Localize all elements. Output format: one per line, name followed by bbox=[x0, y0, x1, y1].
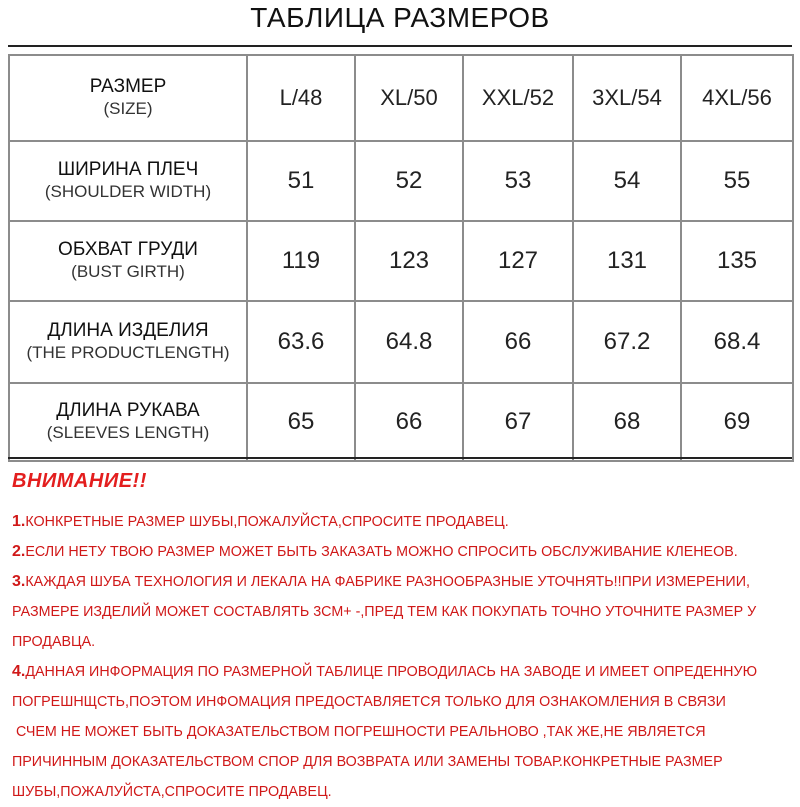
row-label-en: (SLEEVES LENGTH) bbox=[46, 423, 210, 442]
table-row bbox=[9, 301, 793, 383]
value-cell: 52 bbox=[355, 141, 463, 221]
value-cell: 135 bbox=[681, 221, 793, 301]
row-label-cell bbox=[9, 221, 247, 301]
top-divider bbox=[8, 45, 792, 47]
value-cell: 53 bbox=[463, 141, 573, 221]
value-cell: 63.6 bbox=[247, 301, 355, 383]
note-item bbox=[12, 567, 792, 597]
page-title: ТАБЛИЦА РАЗМЕРОВ bbox=[250, 2, 550, 33]
note-number: 4. bbox=[12, 663, 26, 680]
note-item bbox=[12, 657, 792, 687]
table-row bbox=[9, 383, 793, 461]
value-cell: 66 bbox=[463, 301, 573, 383]
value-cell: 127 bbox=[463, 221, 573, 301]
value-cell: 65 bbox=[247, 383, 355, 461]
note-line: РАЗМЕРЕ ИЗДЕЛИЙ МОЖЕТ СОСТАВЛЯТЬ 3СМ+ -,ПРЕД ТЕМ КАК ПОКУПАТЬ ТОЧНО УТОЧНИТЕ РАЗМЕР У bbox=[12, 604, 757, 620]
note-item bbox=[12, 507, 792, 537]
row-label-en: (BUST GIRTH) bbox=[71, 262, 185, 281]
row-label-en: (THE PRODUCTLENGTH) bbox=[26, 343, 230, 362]
value-cell: 66 bbox=[355, 383, 463, 461]
row-label-cell bbox=[9, 383, 247, 461]
note-item bbox=[12, 537, 792, 567]
bottom-divider bbox=[8, 457, 792, 459]
table-row bbox=[9, 141, 793, 221]
note-line: КОНКРЕТНЫЕ РАЗМЕР ШУБЫ,ПОЖАЛУЙСТА,СПРОСИТЕ ПРОДАВЕЦ. bbox=[25, 514, 509, 530]
value-cell: 55 bbox=[681, 141, 793, 221]
value-cell: 51 bbox=[247, 141, 355, 221]
note-line: ЕСЛИ НЕТУ ТВОЮ РАЗМЕР МОЖЕТ БЫТЬ ЗАКАЗАТЬ МОЖНО СПРОСИТЬ ОБСЛУЖИВАНИЕ КЛЕНЕОВ. bbox=[25, 544, 738, 560]
note-line: СЧЕМ НЕ МОЖЕТ БЫТЬ ДОКАЗАТЕЛЬСТВОМ ПОГРЕШНОСТИ РЕАЛЬНОВО ,ТАК ЖЕ,НЕ ЯВЛЯЕТСЯ bbox=[12, 724, 706, 740]
table-row bbox=[9, 221, 793, 301]
note-number: 3. bbox=[12, 573, 26, 590]
table-header-row bbox=[9, 55, 793, 141]
note-line: КАЖДАЯ ШУБА ТЕХНОЛОГИЯ И ЛЕКАЛА НА ФАБРИКЕ РАЗНООБРАЗНЫЕ УТОЧНЯТЬ!!ПРИ ИЗМЕРЕНИИ, bbox=[25, 574, 750, 590]
row-label-ru: ДЛИНА ИЗДЕЛИЯ bbox=[47, 320, 209, 341]
note-line: ПОГРЕШНЩСТЬ,ПОЭТОМ ИНФОМАЦИЯ ПРЕДОСТАВЛЯЕТСЯ ТОЛЬКО ДЛЯ ОЗНАКОМЛЕНИЯ В СВЯЗИ bbox=[12, 694, 726, 710]
note-line: ПРОДАВЦА. bbox=[12, 634, 96, 650]
attention-heading: ВНИМАНИЕ!! bbox=[12, 470, 147, 492]
value-cell: 64.8 bbox=[355, 301, 463, 383]
size-table bbox=[8, 54, 794, 462]
row-label-ru: ШИРИНА ПЛЕЧ bbox=[57, 159, 199, 180]
value-cell: 69 bbox=[681, 383, 793, 461]
size-header: L/48 bbox=[247, 55, 355, 141]
size-header: 3XL/54 bbox=[573, 55, 681, 141]
notes-section bbox=[12, 470, 792, 807]
value-cell: 67.2 bbox=[573, 301, 681, 383]
row-label-ru: ДЛИНА РУКАВА bbox=[56, 400, 200, 421]
row-label-ru: ОБХВАТ ГРУДИ bbox=[58, 239, 198, 260]
note-line: ШУБЫ,ПОЖАЛУЙСТА,СПРОСИТЕ ПРОДАВЕЦ. bbox=[12, 784, 332, 800]
value-cell: 123 bbox=[355, 221, 463, 301]
row-label-cell bbox=[9, 141, 247, 221]
value-cell: 67 bbox=[463, 383, 573, 461]
value-cell: 54 bbox=[573, 141, 681, 221]
param-header-ru: РАЗМЕР bbox=[89, 76, 167, 97]
value-cell: 68.4 bbox=[681, 301, 793, 383]
size-header: XL/50 bbox=[355, 55, 463, 141]
row-label-en: (SHOULDER WIDTH) bbox=[44, 182, 212, 201]
note-number: 2. bbox=[12, 543, 26, 560]
row-label-cell bbox=[9, 301, 247, 383]
note-number: 1. bbox=[12, 513, 26, 530]
value-cell: 68 bbox=[573, 383, 681, 461]
size-header: 4XL/56 bbox=[681, 55, 793, 141]
size-header: XXL/52 bbox=[463, 55, 573, 141]
note-line: ДАННАЯ ИНФОРМАЦИЯ ПО РАЗМЕРНОЙ ТАБЛИЦЕ ПРОВОДИЛАСЬ НА ЗАВОДЕ И ИМЕЕТ ОПРЕДЕННУЮ bbox=[25, 664, 758, 680]
value-cell: 119 bbox=[247, 221, 355, 301]
param-header-en: (SIZE) bbox=[103, 99, 153, 118]
value-cell: 131 bbox=[573, 221, 681, 301]
param-header-cell bbox=[9, 55, 247, 141]
note-line: ПРИЧИННЫМ ДОКАЗАТЕЛЬСТВОМ СПОР ДЛЯ ВОЗВРАТА ИЛИ ЗАМЕНЫ ТОВАР.КОНКРЕТНЫЕ РАЗМЕР bbox=[12, 754, 723, 770]
